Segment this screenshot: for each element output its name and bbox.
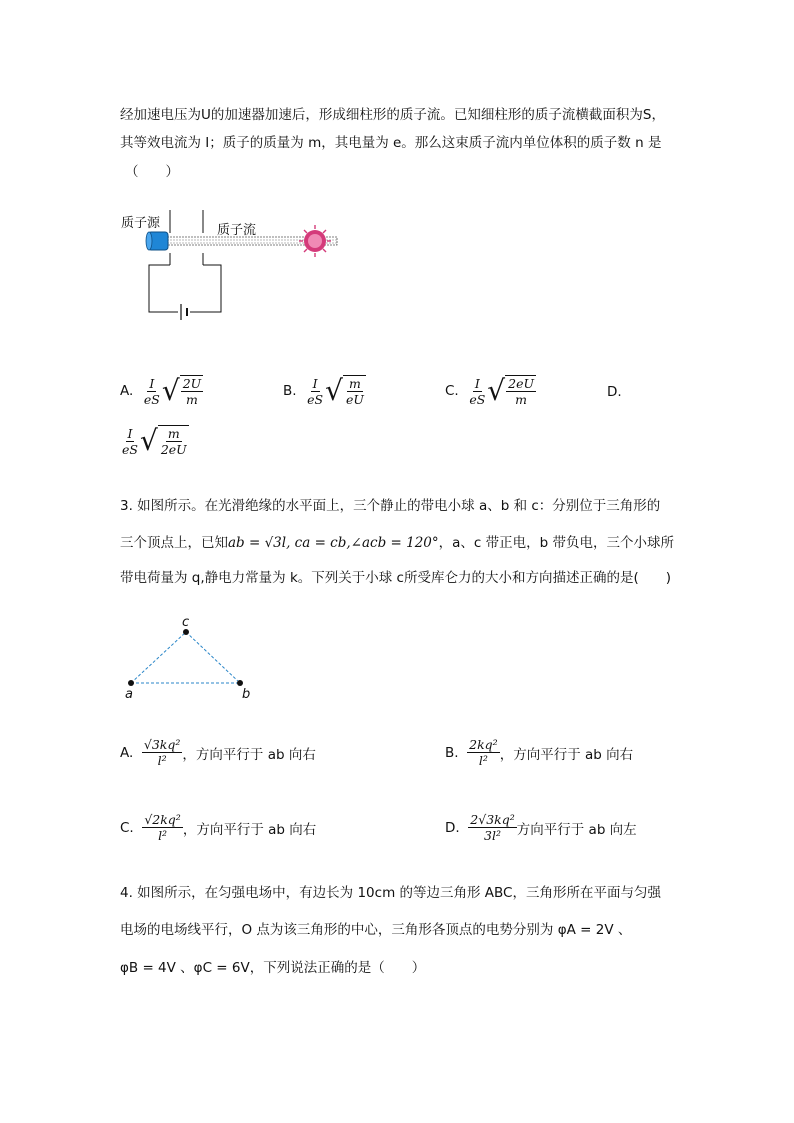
- sqrt-sign: √ $\frac{2eU}{m}$: [487, 374, 535, 407]
- q4-text-line-2: 电场的电场线平行，O 点为该三角形的中心，三角形各顶点的电势分别为 φA = 2V 、: [120, 922, 632, 938]
- proton-accelerator-figure: [115, 205, 355, 325]
- q2-option-c[interactable]: C. $\frac{I}{eS}$ √ $\frac{2eU}{m}$: [445, 374, 535, 407]
- target-icon: [299, 225, 331, 257]
- label-b: b: [242, 687, 251, 702]
- q3-option-a[interactable]: A. $\frac{\text{√3kq²}}{\text{l²}}$ ，方向平行于 ab 向右: [120, 737, 316, 768]
- option-letter: C.: [445, 383, 459, 399]
- charge-a-dot: [128, 680, 134, 686]
- q2-option-a[interactable]: A. $\frac{I}{eS}$ √ $\frac{2U}{m}$: [120, 374, 202, 407]
- label-a: a: [125, 687, 133, 702]
- proton-source-label: 质子源: [121, 216, 161, 231]
- q2-text-line-1: 经加速电压为U的加速器加速后，形成细柱形的质子流。已知细柱形的质子流横截面积为S，: [120, 107, 665, 123]
- q2-option-d-letter[interactable]: D.: [607, 384, 622, 400]
- q2-option-d[interactable]: $\frac{I}{eS}$ √ $\frac{m}{2eU}$: [122, 424, 187, 457]
- q4-text-line-3: φB = 4V 、φC = 6V，下列说法正确的是（ ）: [120, 960, 426, 976]
- q3-option-c[interactable]: C. $\frac{\text{√2kq²}}{\text{l²}}$ ，方向平行于 ab 向右: [120, 812, 317, 843]
- q3-text-line-3: 带电荷量为 q,静电力常量为 k。下列关于小球 c所受库仑力的大小和方向描述正确的是( ): [120, 570, 672, 586]
- sqrt-sign: √ $\frac{m}{2eU}$: [139, 424, 187, 457]
- q3-option-d[interactable]: D. $\frac{\text{2√3kq²}}{\text{3l²}}$ 方向平行于 ab 向左: [445, 812, 637, 843]
- q3-text-line-1: 3. 如图所示。在光滑绝缘的水平面上，三个静止的带电小球 a、b 和 c：分别位于三角形的: [120, 498, 661, 514]
- q2-text-line-2: 其等效电流为 I；质子的质量为 m，其电量为 e。那么这束质子流内单位体积的质子数 n 是: [120, 135, 662, 151]
- option-letter: B.: [283, 383, 297, 399]
- triangle-charges-figure: [118, 612, 263, 702]
- q2-option-b[interactable]: B. $\frac{I}{eS}$ √ $\frac{m}{eU}$: [283, 374, 364, 407]
- label-c: c: [182, 615, 190, 630]
- q3-option-b[interactable]: B. $\frac{\text{2kq²}}{\text{l²}}$ ，方向平行于 ab 向右: [445, 737, 634, 768]
- q2-answer-paren: （ ）: [125, 164, 179, 180]
- option-letter: B.: [445, 744, 459, 761]
- option-letter: A.: [120, 383, 134, 399]
- sqrt-sign: √ $\frac{2U}{m}$: [161, 374, 202, 407]
- sqrt-sign: √ $\frac{m}{eU}$: [325, 374, 364, 407]
- q3-text-line-2: 三个顶点上，已知ab = √3l, ca = cb,∠acb = 120°，a、c 带正电，b 带负电，三个小球所: [120, 535, 675, 551]
- proton-stream-label: 质子流: [217, 223, 257, 238]
- charge-b-dot: [237, 680, 243, 686]
- option-letter: D.: [445, 819, 460, 836]
- option-letter: C.: [120, 819, 134, 836]
- option-letter: A.: [120, 744, 134, 761]
- q4-text-line-1: 4. 如图所示，在匀强电场中，有边长为 10cm 的等边三角形 ABC，三角形所在平面与匀强: [120, 885, 661, 901]
